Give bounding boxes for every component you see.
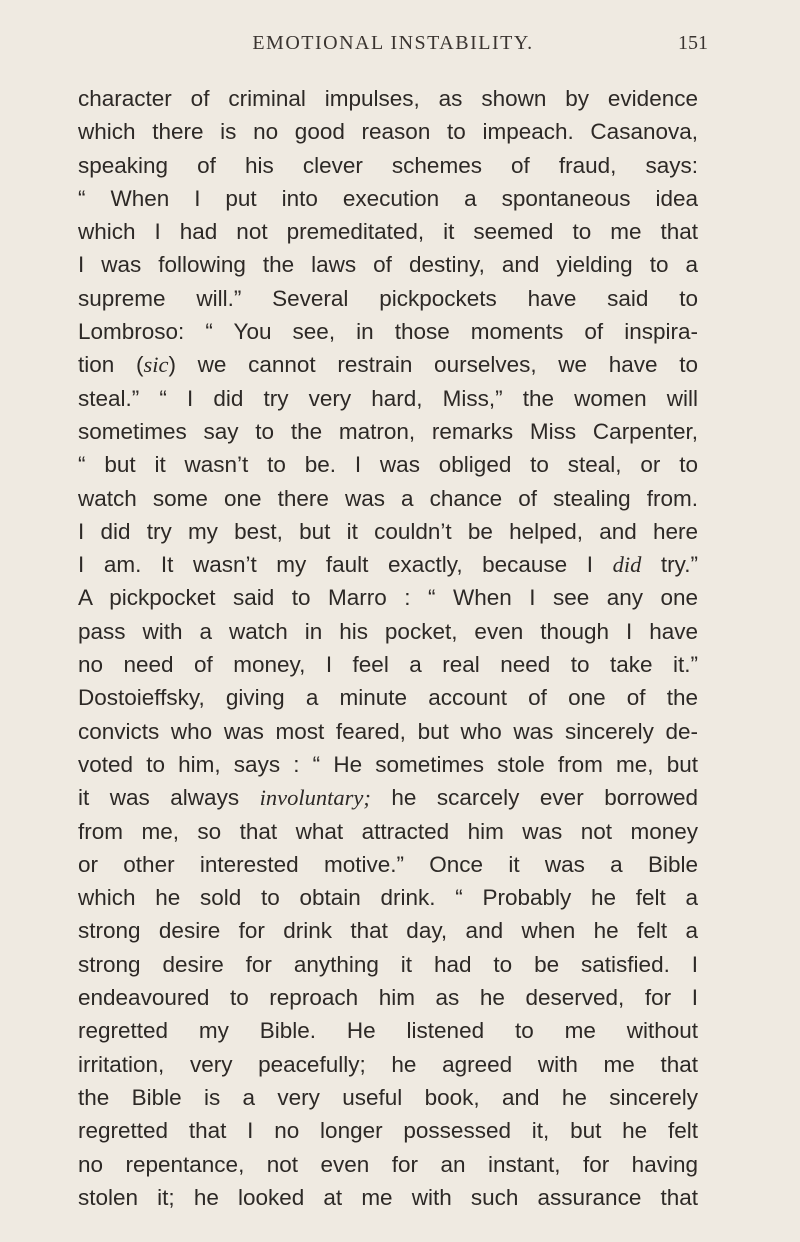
text-segment: regretted my Bible. He listened to me without — [78, 1018, 698, 1044]
text-segment: or other interested motive.” Once it was a Bible — [78, 851, 698, 877]
text-line — [78, 914, 698, 947]
text-line — [78, 748, 698, 781]
text-segment: Dostoieffsky, giving a minute account of one of the — [78, 685, 698, 711]
text-segment: Lombroso: “ You see, in those moments of inspira- — [78, 319, 698, 345]
text-segment: voted to him, says : “ He sometimes stole from me, but — [78, 751, 698, 777]
text-segment: he scarcely ever borrowed — [370, 785, 699, 811]
text-line — [78, 1081, 698, 1114]
text-segment: I am. It wasn’t my fault exactly, because I — [78, 552, 613, 578]
text-segment: which he sold to obtain drink. “ Probably he felt a — [78, 885, 698, 911]
text-segment: sometimes say to the matron, remarks Miss Carpenter, — [78, 418, 698, 444]
text-segment: stolen it; he looked at me with such assurance that — [78, 1184, 698, 1210]
text-line — [78, 248, 698, 281]
text-line — [78, 848, 698, 881]
text-segment: supreme will.” Several pickpockets have said to — [78, 285, 698, 311]
page-number: 151 — [678, 32, 708, 54]
running-title: EMOTIONAL INSTABILITY. — [252, 32, 534, 54]
text-line — [78, 615, 698, 648]
text-segment: which there is no good reason to impeach. Casanova, — [78, 119, 698, 145]
text-line — [78, 182, 698, 215]
text-line — [78, 348, 698, 381]
text-segment: no need of money, I feel a real need to take it.” — [78, 652, 698, 678]
text-segment: endeavoured to reproach him as he deserved, for I — [78, 985, 698, 1011]
text-line — [78, 1181, 698, 1214]
text-line — [78, 482, 698, 515]
text-segment: ) we cannot restrain ourselves, we have to — [168, 352, 698, 378]
text-line — [78, 715, 698, 748]
text-line — [78, 448, 698, 481]
body-text — [78, 82, 698, 1214]
text-line — [78, 815, 698, 848]
text-segment: “ but it wasn’t to be. I was obliged to steal, or to — [78, 452, 698, 478]
text-line — [78, 315, 698, 348]
text-segment: watch some one there was a chance of stealing from. — [78, 485, 698, 511]
text-line — [78, 282, 698, 315]
text-segment: it was always — [78, 785, 260, 811]
text-segment: convicts who was most feared, but who was sincerely de- — [78, 718, 698, 744]
text-line — [78, 1048, 698, 1081]
text-segment: irritation, very peacefully; he agreed with me that — [78, 1051, 698, 1077]
text-segment: which I had not premeditated, it seemed to me that — [78, 219, 698, 245]
text-line — [78, 948, 698, 981]
text-segment: tion ( — [78, 352, 144, 378]
text-line — [78, 881, 698, 914]
text-line — [78, 681, 698, 714]
text-segment: “ When I put into execution a spontaneous idea — [78, 185, 698, 211]
text-segment: character of criminal impulses, as shown by evidence — [78, 86, 698, 111]
text-line — [78, 115, 698, 148]
text-line — [78, 382, 698, 415]
text-line — [78, 515, 698, 548]
text-segment: strong desire for anything it had to be satisfied. I — [78, 951, 698, 977]
text-line — [78, 149, 698, 182]
text-segment: A pickpocket said to Marro : “ When I see any one — [78, 585, 698, 611]
text-segment: strong desire for drink that day, and when he felt a — [78, 918, 698, 944]
text-line — [78, 781, 698, 814]
italic-text: did — [612, 552, 642, 578]
text-segment: the Bible is a very useful book, and he sincerely — [78, 1084, 698, 1110]
text-line — [78, 215, 698, 248]
text-line — [78, 415, 698, 448]
text-segment: I did try my best, but it couldn’t be helped, and here — [78, 518, 698, 544]
text-line — [78, 581, 698, 614]
text-line — [78, 1148, 698, 1181]
text-segment: regretted that I no longer possessed it, but he felt — [78, 1118, 698, 1144]
text-segment: speaking of his clever schemes of fraud, says: — [78, 152, 698, 178]
text-segment: try.” — [641, 552, 698, 578]
italic-text: sic — [143, 352, 169, 378]
running-head — [78, 32, 708, 60]
text-line — [78, 981, 698, 1014]
text-line — [78, 1114, 698, 1147]
italic-text: involuntary; — [259, 785, 371, 811]
text-line — [78, 548, 698, 581]
text-line — [78, 1014, 698, 1047]
text-line — [78, 82, 698, 115]
text-segment: no repentance, not even for an instant, for having — [78, 1151, 698, 1177]
text-segment: pass with a watch in his pocket, even though I have — [78, 618, 698, 644]
text-segment: from me, so that what attracted him was not money — [78, 818, 698, 844]
text-line — [78, 648, 698, 681]
text-segment: steal.” “ I did try very hard, Miss,” the women will — [78, 385, 698, 411]
text-segment: I was following the laws of destiny, and yielding to a — [78, 252, 698, 278]
